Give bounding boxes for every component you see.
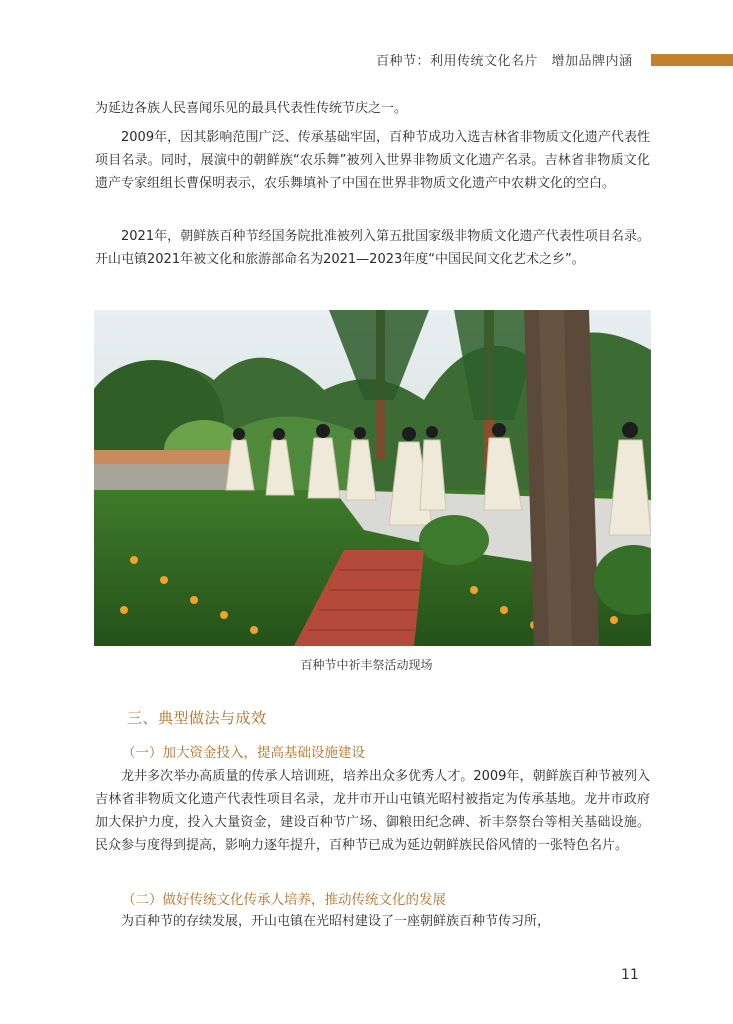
- paragraph-continued: 为延边各族人民喜闻乐见的最具代表性传统节庆之一。: [95, 101, 408, 116]
- paragraph-training-hall: 为百种节的存续发展，开山屯镇在光昭村建设了一座朝鲜族百种节传习所，: [121, 914, 551, 929]
- paragraph-2009-listing: 2009年，因其影响范围广泛、传承基础牢固，百种节成功入选吉林省非物质文化遗产代表性项目名录。同时，展演中的朝鲜族“农乐舞”被列入世界非物质文化遗产名录。吉林省非物质文化遗产专家组组长曹保明表示，农乐舞填补了中国在世界非物质文化遗产中农耕文化的空白。: [95, 130, 650, 191]
- festival-photo: [94, 310, 651, 646]
- subsection-heading-2: （二）做好传统文化传承人培养，推动传统文化的发展: [122, 892, 446, 908]
- header-accent-bar: [651, 54, 733, 66]
- section-heading: 三、典型做法与成效: [127, 709, 267, 727]
- running-header-title: 百种节：利用传统文化名片 增加品牌内涵: [376, 54, 633, 69]
- page-number: 11: [621, 967, 639, 983]
- subsection-heading-1: （一）加大资金投入，提高基础设施建设: [122, 745, 365, 761]
- paragraph-2021-listing: 2021年，朝鲜族百种节经国务院批准被列入第五批国家级非物质文化遗产代表性项目名录。开山屯镇2021年被文化和旅游部命名为2021—2023年度“中国民间文化艺术之乡”。: [95, 229, 650, 267]
- photo-caption: 百种节中祈丰祭活动现场: [300, 658, 433, 672]
- paragraph-funding: 龙井多次举办高质量的传承人培训班，培养出众多优秀人才。2009年，朝鲜族百种节被列入吉林省非物质文化遗产代表性项目名录，龙井市开山屯镇光昭村被指定为传承基地。龙井市政府加大保护力度，投入大量资金，建设百种节广场、御粮田纪念碑、祈丰祭祭台等相关基础设施。民众参与度得到提高，影响力逐年提升，百种节已成为延边朝鲜族民俗风情的一张特色名片。: [95, 769, 650, 853]
